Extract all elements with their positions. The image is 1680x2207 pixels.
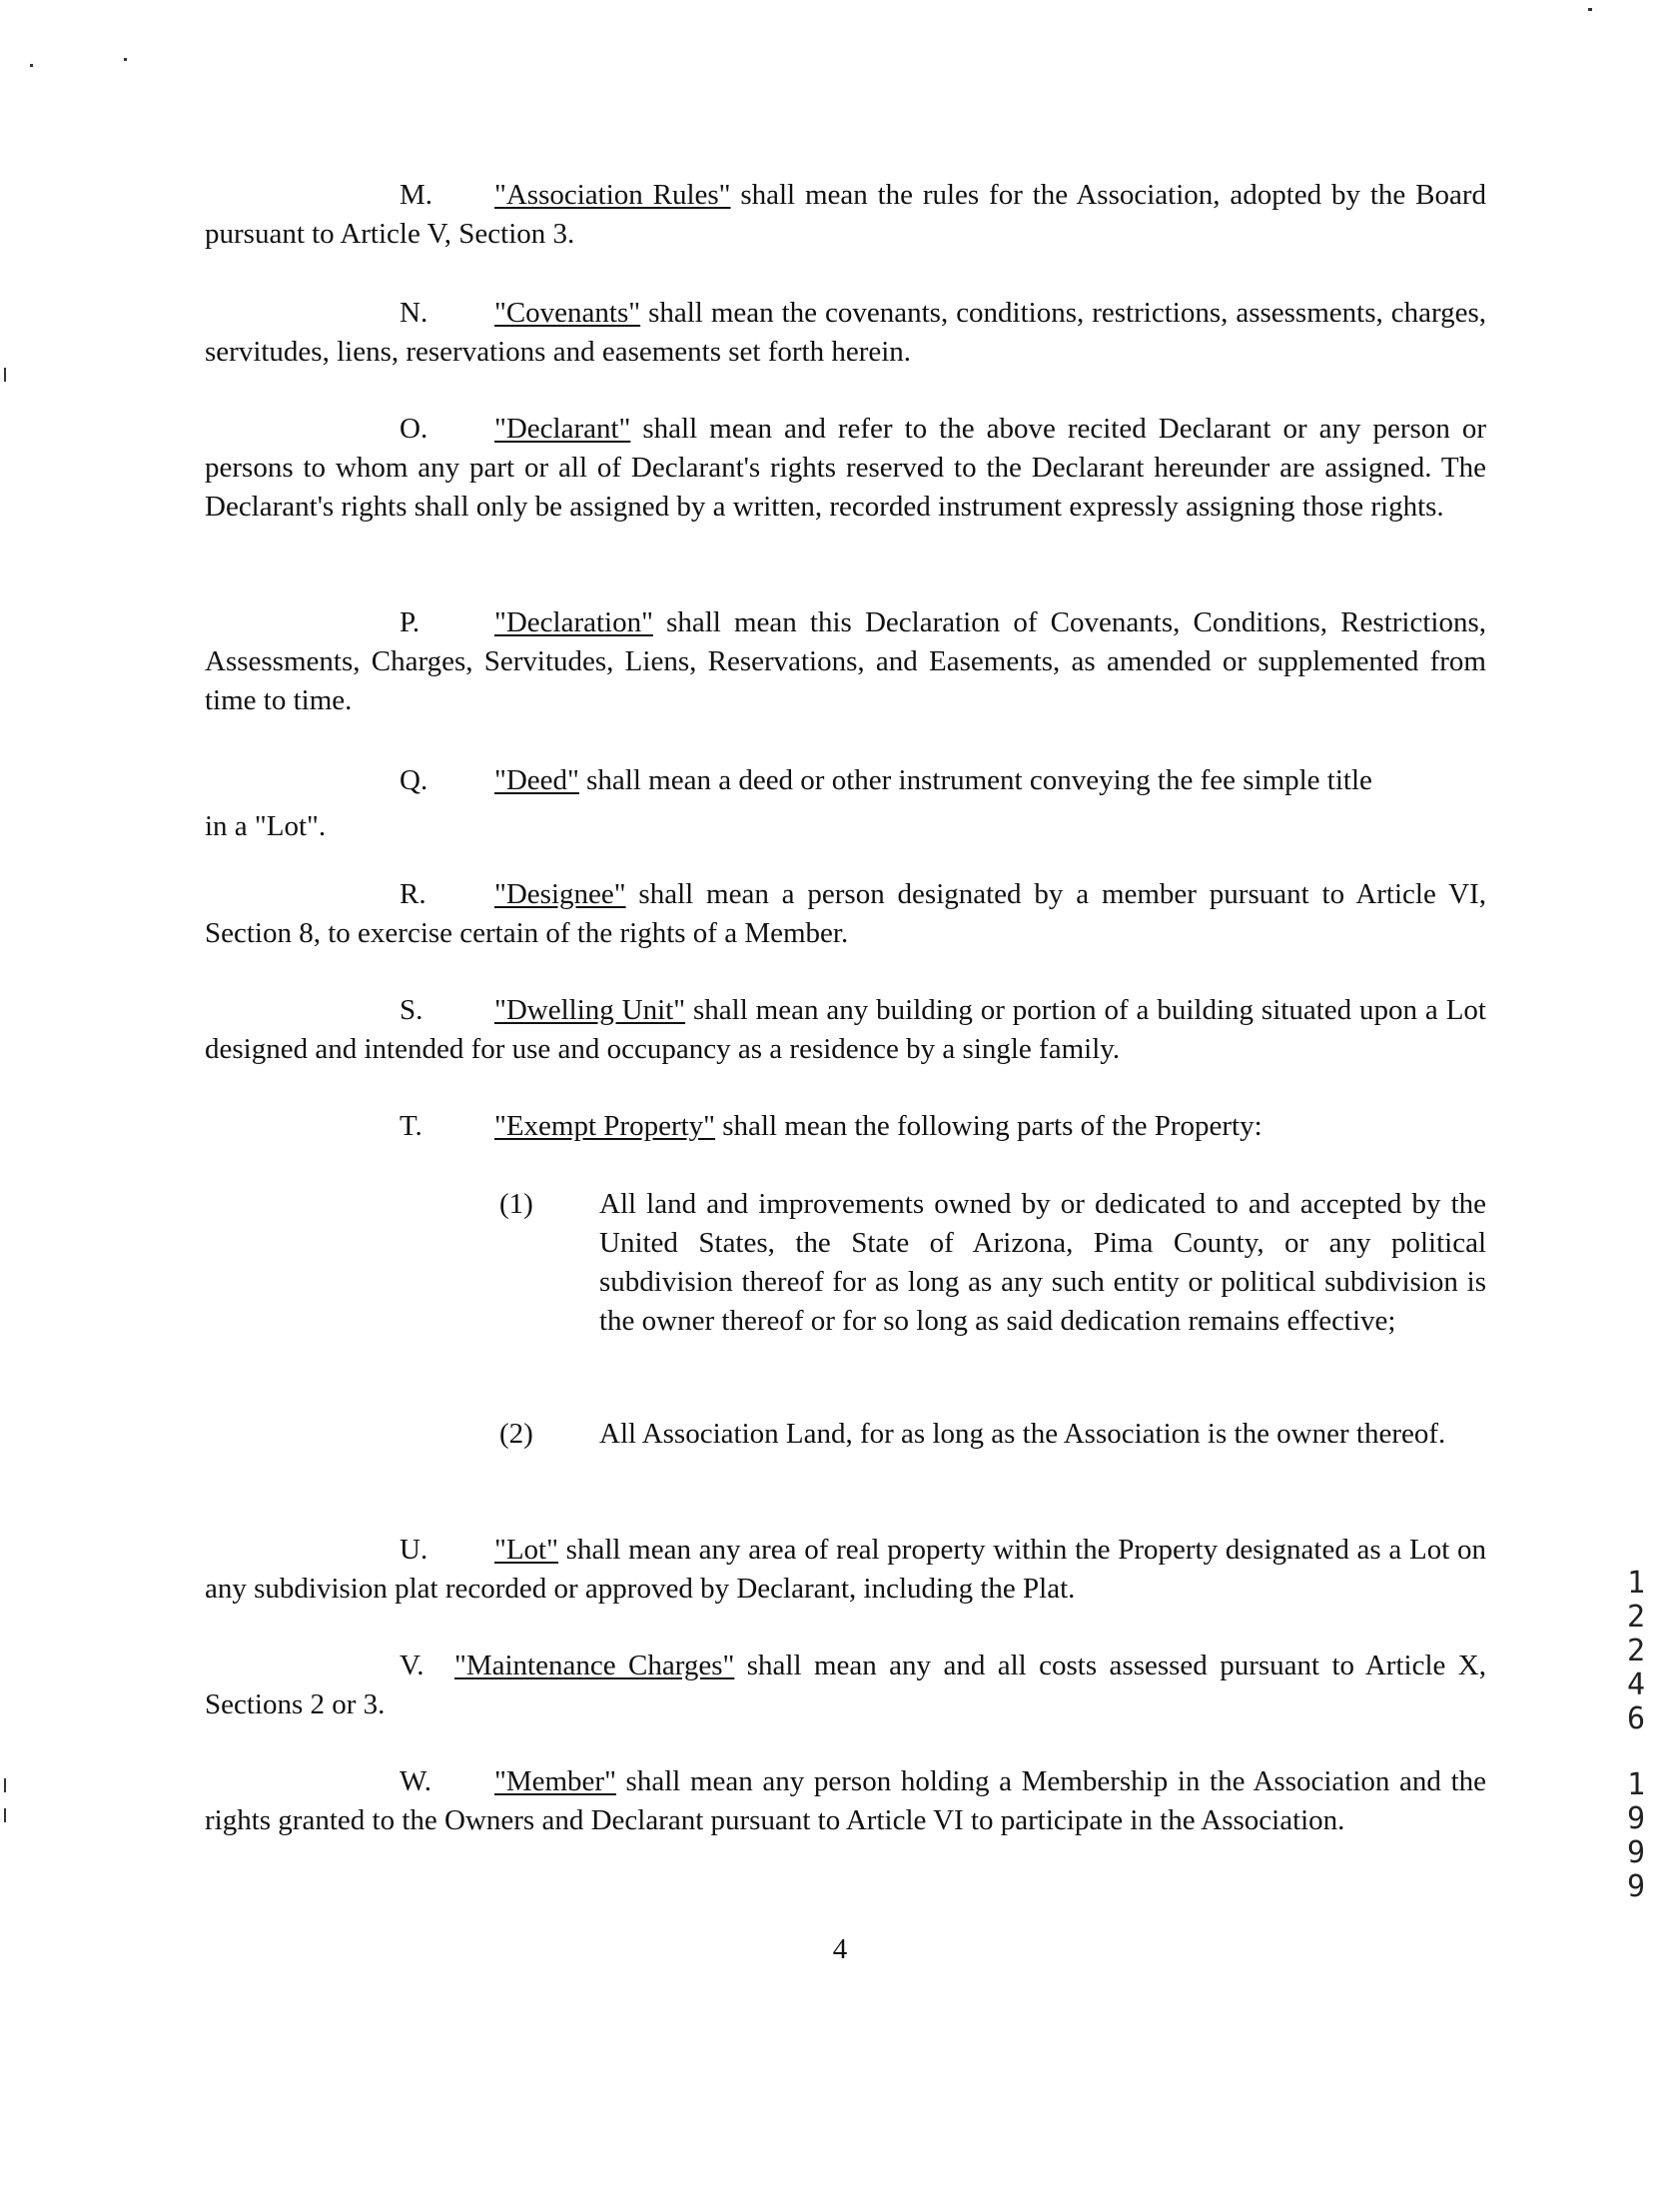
definition-text: shall mean any area of real property within the Property designated as a Lot on any subdivision plat recorded or approved by Declarant, including the Plat. bbox=[205, 1534, 1486, 1605]
definition-t bbox=[205, 1107, 1486, 1146]
stamp-digit: 6 bbox=[1626, 1701, 1646, 1736]
defined-term: "Covenants" bbox=[494, 297, 641, 329]
item-text: All Association Land, for as long as the Association is the owner thereof. bbox=[599, 1418, 1446, 1450]
definition-m bbox=[205, 176, 1486, 254]
definition-letter: V. bbox=[400, 1650, 424, 1681]
definition-text: shall mean this Declaration of Covenants, Conditions, Restrictions, Assessments, Charges, Servitudes, Liens, Reservations, and Easements, as amended or supplemented from time to time. bbox=[205, 606, 1486, 716]
defined-term: "Declarant" bbox=[494, 413, 631, 445]
definition-o bbox=[205, 410, 1486, 527]
definition-text: shall mean and refer to the above recited Declarant or any person or persons to whom any part or all of Declarant's rights reserved to the Declarant hereunder are assigned. The Declarant's rights shall only be assigned by a written, recorded instrument expressly assigning those rights. bbox=[205, 413, 1486, 523]
recording-stamp-group-2 bbox=[1616, 1768, 1656, 1904]
item-number: (1) bbox=[499, 1188, 533, 1220]
recording-stamp-group-1 bbox=[1616, 1567, 1656, 1736]
definition-letter: S. bbox=[400, 994, 423, 1026]
page-number: 4 bbox=[832, 1933, 848, 1965]
definition-letter: O. bbox=[400, 413, 428, 445]
definition-text: shall mean a deed or other instrument conveying the fee simple title bbox=[578, 764, 1372, 796]
definition-text: shall mean the following parts of the Property: bbox=[715, 1110, 1262, 1142]
scan-speck bbox=[30, 64, 33, 67]
stamp-digit: 9 bbox=[1626, 1801, 1646, 1836]
definition-o-body bbox=[205, 410, 1486, 527]
definition-letter: M. bbox=[400, 179, 433, 211]
stamp-digit: 1 bbox=[1626, 1767, 1646, 1802]
definition-t-item-2 bbox=[499, 1415, 1486, 1454]
stamp-digit: 4 bbox=[1626, 1667, 1646, 1702]
definition-n-body bbox=[205, 294, 1486, 372]
definition-letter: R. bbox=[400, 878, 426, 910]
definition-letter: N. bbox=[400, 297, 428, 329]
stamp-digit: 9 bbox=[1626, 1869, 1646, 1904]
definition-t-body bbox=[205, 1107, 1486, 1146]
definition-w bbox=[205, 1762, 1486, 1840]
scan-speck bbox=[4, 368, 6, 382]
definition-letter: T. bbox=[400, 1110, 422, 1142]
item-number: (2) bbox=[499, 1418, 533, 1450]
definition-letter: W. bbox=[400, 1765, 431, 1797]
stamp-digit: 1 bbox=[1626, 1566, 1646, 1601]
scan-speck bbox=[1588, 8, 1592, 11]
definition-m-body bbox=[205, 176, 1486, 254]
scan-speck bbox=[4, 1808, 6, 1822]
definition-letter: Q. bbox=[400, 764, 428, 796]
definition-u bbox=[205, 1531, 1486, 1609]
stamp-digit: 2 bbox=[1626, 1634, 1646, 1668]
definition-text: shall mean any and all costs assessed pursuant to Article X, Sections 2 or 3. bbox=[205, 1650, 1486, 1720]
defined-term: "Dwelling Unit" bbox=[494, 994, 686, 1026]
definition-p bbox=[205, 603, 1486, 720]
definition-letter: P. bbox=[400, 606, 420, 638]
definition-text: shall mean the covenants, conditions, restrictions, assessments, charges, servitudes, liens, reservations and easements set forth herein. bbox=[205, 297, 1486, 368]
defined-term: "Declaration" bbox=[494, 606, 653, 638]
item-text: All land and improvements owned by or dedicated to and accepted by the United States, the State of Arizona, Pima County, or any political subdivision thereof for as long as any such entity or political subdivision is the owner thereof or for so long as said dedication remains effective; bbox=[599, 1188, 1486, 1337]
definition-p-body bbox=[205, 603, 1486, 720]
definition-s bbox=[205, 991, 1486, 1069]
definition-n bbox=[205, 294, 1486, 372]
definition-r-body bbox=[205, 875, 1486, 953]
definition-v-body bbox=[205, 1647, 1486, 1724]
defined-term: "Lot" bbox=[494, 1534, 558, 1566]
defined-term: "Exempt Property" bbox=[494, 1110, 715, 1142]
definition-letter: U. bbox=[400, 1534, 428, 1566]
definition-s-body bbox=[205, 991, 1486, 1069]
scan-speck bbox=[4, 1778, 6, 1792]
definition-q-continuation: in a "Lot". bbox=[205, 810, 327, 842]
defined-term: "Association Rules" bbox=[494, 179, 731, 211]
definition-text: shall mean any building or portion of a building situated upon a Lot designed and intended for use and occupancy as a residence by a single family. bbox=[205, 994, 1486, 1065]
defined-term: "Member" bbox=[494, 1765, 616, 1797]
definition-text: shall mean a person designated by a member pursuant to Article VI, Section 8, to exercise certain of the rights of a Member. bbox=[205, 878, 1486, 949]
definition-w-body bbox=[205, 1762, 1486, 1840]
defined-term: "Deed" bbox=[494, 764, 579, 796]
stamp-digit: 9 bbox=[1626, 1835, 1646, 1870]
definition-q-body bbox=[205, 757, 1486, 803]
definition-text: shall mean the rules for the Association, adopted by the Board pursuant to Article V, Section 3. bbox=[205, 179, 1486, 250]
scan-speck bbox=[124, 58, 127, 61]
definition-q bbox=[205, 757, 1486, 849]
definition-u-body bbox=[205, 1531, 1486, 1609]
definition-text: shall mean any person holding a Membership in the Association and the rights granted to the Owners and Declarant pursuant to Article VI to participate in the Association. bbox=[205, 1765, 1486, 1836]
definition-t-item-1 bbox=[499, 1185, 1486, 1341]
definition-v bbox=[205, 1647, 1486, 1724]
definition-r bbox=[205, 875, 1486, 953]
defined-term: "Designee" bbox=[494, 878, 626, 910]
defined-term: "Maintenance Charges" bbox=[454, 1650, 735, 1681]
stamp-digit: 2 bbox=[1626, 1600, 1646, 1635]
